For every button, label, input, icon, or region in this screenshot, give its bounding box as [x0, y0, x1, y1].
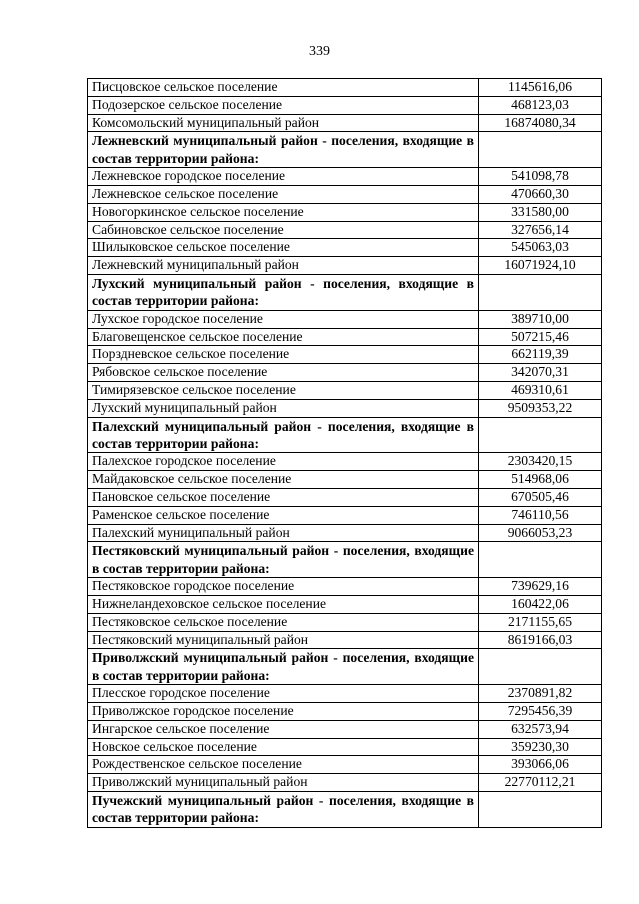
settlement-row [88, 613, 602, 631]
settlement-row [88, 203, 602, 221]
amount-cell: 541098,78 [479, 168, 602, 186]
settlement-name-cell: Майдаковское сельское поселение [88, 471, 479, 489]
amount-cell: 160422,06 [479, 595, 602, 613]
amount-cell: 342070,31 [479, 364, 602, 382]
settlement-name-cell: Ингарское сельское поселение [88, 720, 479, 738]
amount-cell: 470660,30 [479, 186, 602, 204]
amount-cell: 1145616,06 [479, 79, 602, 97]
settlement-row [88, 79, 602, 97]
settlement-name-cell: Лежневский муниципальный район [88, 257, 479, 275]
amount-cell: 393066,06 [479, 756, 602, 774]
amount-cell [479, 132, 602, 168]
district-header-cell: Лежневский муниципальный район - поселения, входящие в состав территории района: [88, 132, 479, 168]
settlement-name-cell: Пановское сельское поселение [88, 488, 479, 506]
settlement-row [88, 239, 602, 257]
settlement-row [88, 631, 602, 649]
district-header-cell: Приволжский муниципальный район - поселения, входящие в состав территории района: [88, 649, 479, 685]
settlement-name-cell: Подозерское сельское поселение [88, 96, 479, 114]
amount-cell: 469310,61 [479, 381, 602, 399]
amount-cell [479, 542, 602, 578]
amount-cell: 670505,46 [479, 488, 602, 506]
settlement-name-cell: Пестяковский муниципальный район [88, 631, 479, 649]
district-header-row [88, 417, 602, 453]
settlement-row [88, 364, 602, 382]
settlement-name-cell: Благовещенское сельское поселение [88, 328, 479, 346]
settlement-row [88, 738, 602, 756]
amount-cell: 8619166,03 [479, 631, 602, 649]
settlement-row [88, 488, 602, 506]
amount-cell [479, 649, 602, 685]
amount-cell: 16874080,34 [479, 114, 602, 132]
amount-cell: 22770112,21 [479, 774, 602, 792]
settlement-name-cell: Приволжское городское поселение [88, 702, 479, 720]
settlement-row [88, 595, 602, 613]
settlement-row [88, 399, 602, 417]
amount-cell: 9066053,23 [479, 524, 602, 542]
district-header-row [88, 542, 602, 578]
amount-cell [479, 791, 602, 827]
settlement-name-cell: Приволжский муниципальный район [88, 774, 479, 792]
settlement-name-cell: Порздневское сельское поселение [88, 346, 479, 364]
district-header-cell: Пестяковский муниципальный район - поселения, входящие в состав территории района: [88, 542, 479, 578]
amount-cell: 2171155,65 [479, 613, 602, 631]
settlement-name-cell: Новское сельское поселение [88, 738, 479, 756]
settlement-name-cell: Рябовское сельское поселение [88, 364, 479, 382]
district-header-row [88, 791, 602, 827]
settlement-row [88, 168, 602, 186]
settlement-row [88, 685, 602, 703]
amount-cell: 2303420,15 [479, 453, 602, 471]
page-number: 339 [309, 44, 330, 59]
settlement-name-cell: Тимирязевское сельское поселение [88, 381, 479, 399]
settlement-row [88, 756, 602, 774]
amount-cell: 331580,00 [479, 203, 602, 221]
settlement-row [88, 96, 602, 114]
settlement-name-cell: Лухский муниципальный район [88, 399, 479, 417]
budget-table [87, 78, 602, 828]
settlement-name-cell: Плесское городское поселение [88, 685, 479, 703]
settlement-row [88, 453, 602, 471]
settlement-name-cell: Лежневское городское поселение [88, 168, 479, 186]
settlement-name-cell: Комсомольский муниципальный район [88, 114, 479, 132]
settlement-row [88, 114, 602, 132]
settlement-row [88, 524, 602, 542]
amount-cell: 7295456,39 [479, 702, 602, 720]
amount-cell: 514968,06 [479, 471, 602, 489]
settlement-row [88, 346, 602, 364]
settlement-row [88, 578, 602, 596]
settlement-name-cell: Сабиновское сельское поселение [88, 221, 479, 239]
settlement-row [88, 257, 602, 275]
settlement-name-cell: Писцовское сельское поселение [88, 79, 479, 97]
settlement-row [88, 506, 602, 524]
district-header-row [88, 649, 602, 685]
settlement-name-cell: Палехский муниципальный район [88, 524, 479, 542]
amount-cell: 545063,03 [479, 239, 602, 257]
budget-table-body [88, 79, 602, 828]
settlement-name-cell: Шилыковское сельское поселение [88, 239, 479, 257]
amount-cell: 632573,94 [479, 720, 602, 738]
settlement-row [88, 310, 602, 328]
settlement-row [88, 221, 602, 239]
amount-cell: 746110,56 [479, 506, 602, 524]
settlement-row [88, 720, 602, 738]
settlement-row [88, 471, 602, 489]
amount-cell: 327656,14 [479, 221, 602, 239]
amount-cell: 2370891,82 [479, 685, 602, 703]
settlement-name-cell: Новогоркинское сельское поселение [88, 203, 479, 221]
settlement-name-cell: Палехское городское поселение [88, 453, 479, 471]
district-header-row [88, 274, 602, 310]
settlement-row [88, 381, 602, 399]
settlement-name-cell: Нижнеландеховское сельское поселение [88, 595, 479, 613]
district-header-cell: Палехский муниципальный район - поселения, входящие в состав территории района: [88, 417, 479, 453]
amount-cell: 359230,30 [479, 738, 602, 756]
amount-cell [479, 417, 602, 453]
amount-cell: 507215,46 [479, 328, 602, 346]
amount-cell: 9509353,22 [479, 399, 602, 417]
amount-cell: 468123,03 [479, 96, 602, 114]
settlement-name-cell: Лежневское сельское поселение [88, 186, 479, 204]
amount-cell: 739629,16 [479, 578, 602, 596]
settlement-name-cell: Пестяковское сельское поселение [88, 613, 479, 631]
amount-cell: 389710,00 [479, 310, 602, 328]
settlement-row [88, 186, 602, 204]
settlement-row [88, 774, 602, 792]
amount-cell: 16071924,10 [479, 257, 602, 275]
district-header-cell: Лухский муниципальный район - поселения, входящие в состав территории района: [88, 274, 479, 310]
settlement-name-cell: Рождественское сельское поселение [88, 756, 479, 774]
amount-cell: 662119,39 [479, 346, 602, 364]
settlement-row [88, 702, 602, 720]
amount-cell [479, 274, 602, 310]
district-header-row [88, 132, 602, 168]
settlement-name-cell: Лухское городское поселение [88, 310, 479, 328]
settlement-row [88, 328, 602, 346]
settlement-name-cell: Пестяковское городское поселение [88, 578, 479, 596]
settlement-name-cell: Раменское сельское поселение [88, 506, 479, 524]
district-header-cell: Пучежский муниципальный район - поселения, входящие в состав территории района: [88, 791, 479, 827]
